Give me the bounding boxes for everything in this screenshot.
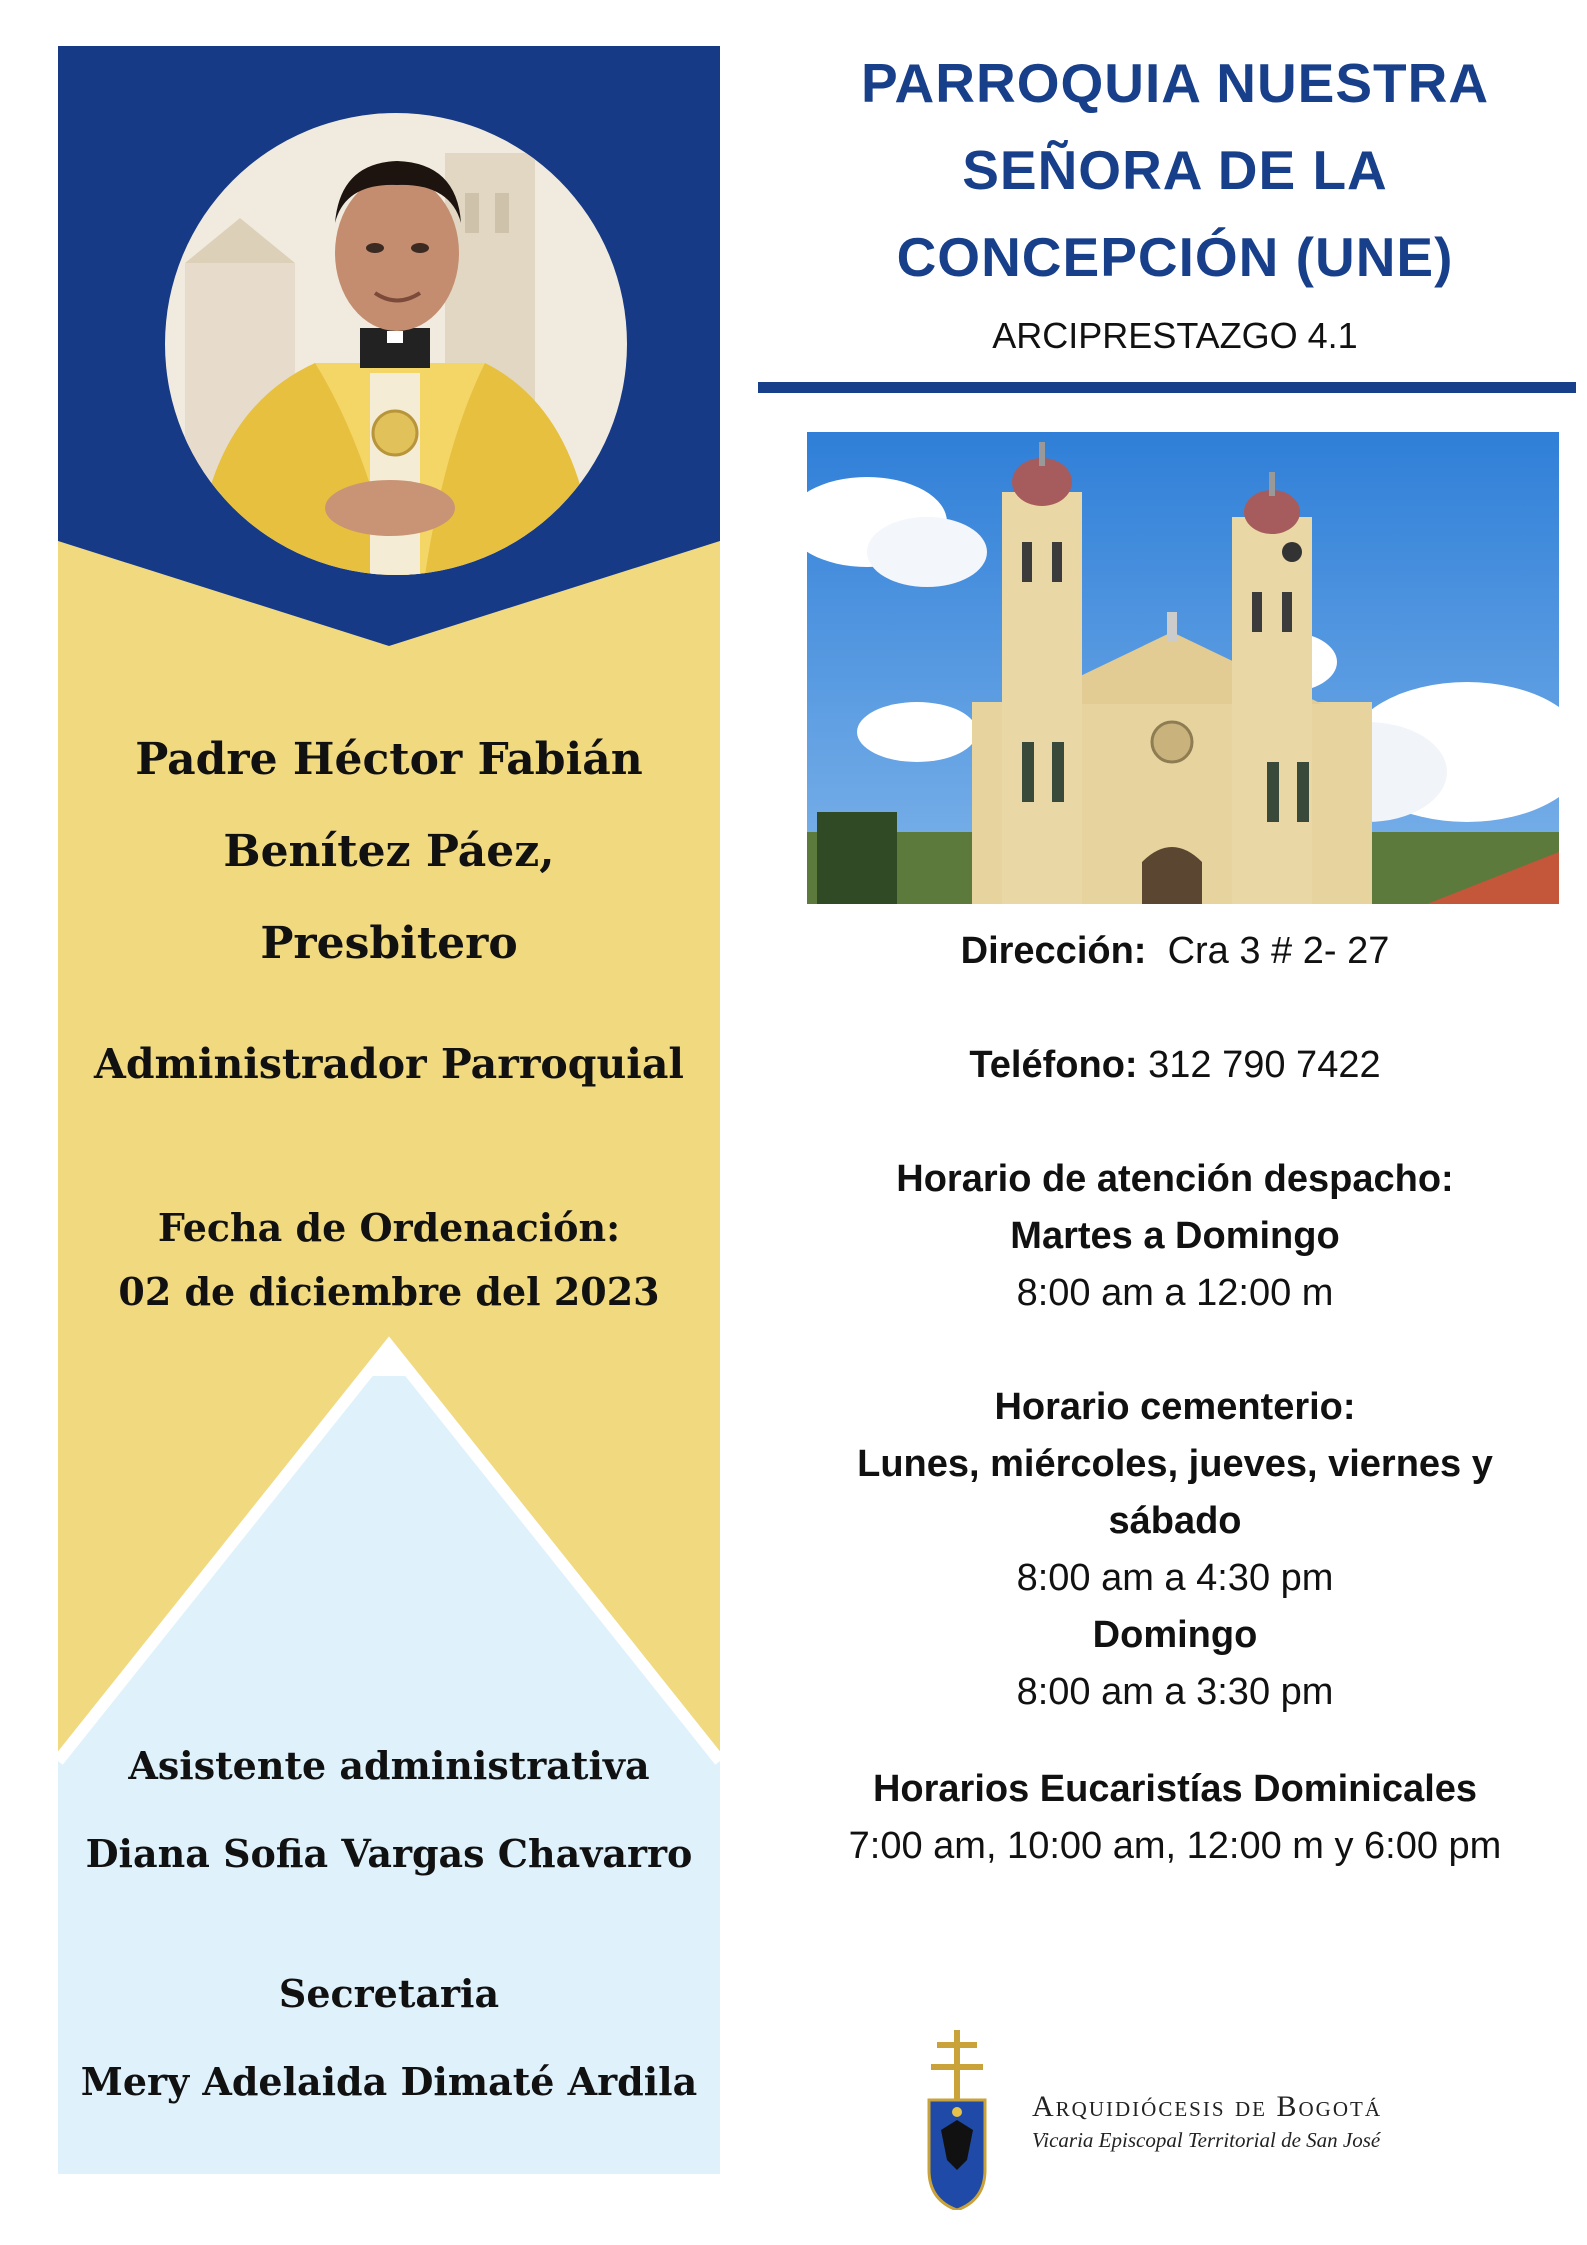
office-time: 8:00 am a 12:00 m: [1016, 1272, 1334, 1314]
mass-times: 7:00 am, 10:00 am, 12:00 m y 6:00 pm: [848, 1825, 1502, 1867]
archdiocese-title: Arquidiócesis de Bogotá: [1032, 2090, 1382, 2123]
parish-title-line-3: CONCEPCIÓN (UNE): [896, 226, 1454, 288]
office-days: Martes a Domingo: [1010, 1215, 1340, 1257]
archpriest-label: ARCIPRESTAZGO 4.1: [992, 315, 1358, 356]
assistant-block: [58, 1722, 720, 1898]
parish-title: [760, 40, 1587, 301]
phone-value: 312 790 7422: [1148, 1044, 1381, 1086]
secretary-name: Mery Adelaida Dimaté Ardila: [80, 2059, 698, 2104]
title-divider: [758, 382, 1576, 393]
priest-name-line-1: Padre Héctor Fabián: [135, 734, 643, 785]
priest-role: Administrador Parroquial: [94, 1040, 684, 1088]
parish-title-line-1: PARROQUIA NUESTRA: [860, 52, 1490, 114]
phone-label: Teléfono:: [969, 1044, 1138, 1086]
address-value: Cra 3 # 2- 27: [1167, 930, 1390, 972]
priest-name: [58, 714, 720, 990]
cemetery-days-line-2: sábado: [1108, 1500, 1242, 1542]
sunday-label: Domingo: [1092, 1614, 1258, 1656]
cemetery-title: Horario cementerio:: [994, 1386, 1356, 1428]
address-label: Dirección:: [960, 930, 1147, 972]
office-hours-title: Horario de atención despacho:: [896, 1158, 1454, 1200]
cemetery-days-line-1: Lunes, miércoles, jueves, viernes y: [857, 1443, 1493, 1485]
priest-name-line-2: Benítez Páez,: [223, 826, 555, 877]
ordination-date: 02 de diciembre del 2023: [118, 1269, 660, 1314]
archdiocese-logo-text: [1032, 2090, 1382, 2153]
sunday-time: 8:00 am a 3:30 pm: [1016, 1671, 1334, 1713]
left-panel: [58, 46, 720, 2174]
archdiocese-subtitle: Vicaria Episcopal Territorial de San José: [1032, 2128, 1381, 2152]
priest-name-line-3: Presbitero: [260, 918, 518, 969]
priest-portrait: [165, 113, 627, 575]
ordination-label: Fecha de Ordenación:: [157, 1205, 621, 1250]
cemetery-time: 8:00 am a 4:30 pm: [1016, 1557, 1334, 1599]
ordination-block: [58, 1196, 720, 1324]
secretary-block: [58, 1950, 720, 2126]
assistant-title: Asistente administrativa: [128, 1743, 650, 1788]
archdiocese-crest-icon: [927, 2030, 987, 2210]
parish-info: [760, 923, 1587, 1875]
assistant-name: Diana Sofia Vargas Chavarro: [85, 1831, 693, 1876]
address-line: [760, 923, 1587, 980]
phone-line: [760, 1037, 1587, 1094]
parish-title-line-2: SEÑORA DE LA: [962, 139, 1388, 201]
mass-title: Horarios Eucaristías Dominicales: [872, 1768, 1478, 1810]
secretary-title: Secretaria: [278, 1971, 500, 2016]
church-photo: [807, 432, 1559, 904]
